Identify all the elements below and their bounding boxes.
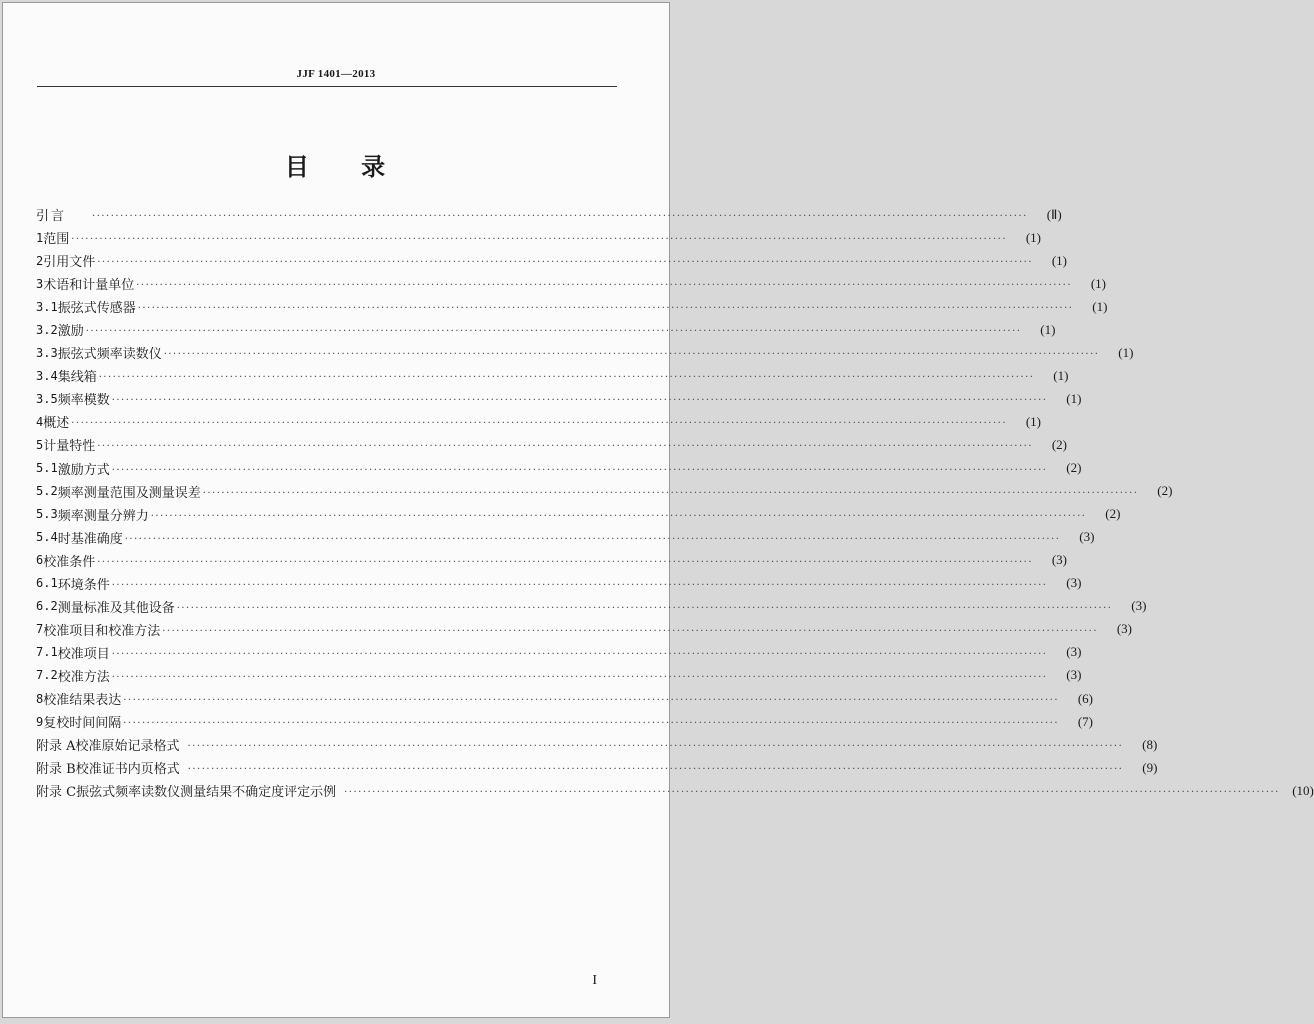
toc-entry: [36, 756, 1158, 779]
toc-entry-number: 5.4: [36, 530, 58, 545]
toc-dot-leader: ········································································································································································································: [111, 579, 1048, 591]
toc-entry: [36, 687, 1093, 710]
toc-entry-page: (1): [1066, 390, 1082, 406]
toc-entry-label: 校准条件: [43, 554, 96, 570]
toc-entry-label: 振弦式传感器: [57, 301, 136, 317]
toc-entry: [36, 503, 1121, 526]
toc-entry: [36, 733, 1158, 756]
toc-entry: [36, 618, 1132, 641]
toc-dot-leader: ········································································································································································································: [150, 510, 1087, 522]
toc-entry-label: 测量标准及其他设备: [57, 600, 175, 616]
toc-entry-label: 引用文件: [43, 255, 96, 271]
toc-entry-number: 3.2: [36, 322, 58, 337]
toc-entry-label: 时基准确度: [57, 531, 123, 547]
toc-dot-leader: ········································································································································································································: [111, 671, 1048, 683]
toc-entry-number: 4: [36, 414, 44, 429]
toc-entry: [36, 549, 1067, 572]
toc-entry-number: 附录 C: [36, 785, 77, 801]
toc-entry: [36, 295, 1108, 318]
toc-entry-page: (1): [1053, 367, 1069, 383]
table-of-contents: [36, 203, 1314, 802]
toc-entry-label: 振弦式频率读数仪测量结果不确定度评定示例: [76, 785, 337, 801]
toc-entry-page: (3): [1051, 552, 1067, 568]
toc-entry-label: 激励: [57, 324, 84, 340]
toc-dot-leader: ········································································································································································································: [123, 718, 1059, 730]
toc-entry-label: 复校时间间隔: [43, 716, 122, 732]
toc-entry-page: (3): [1066, 575, 1082, 591]
toc-entry-label: 范围: [43, 232, 70, 248]
toc-entry-label: 校准结果表达: [43, 693, 122, 708]
toc-dot-leader: ········································································································································································································: [137, 303, 1074, 315]
toc-entry: [36, 572, 1082, 595]
toc-entry-label: 概述: [43, 416, 70, 432]
toc-dot-leader: ········································································································································································································: [71, 234, 1007, 246]
toc-entry-page: (2): [1066, 460, 1082, 476]
toc-entry: [36, 457, 1082, 480]
toc-entry-label: 频率模数: [57, 393, 110, 409]
toc-entry-label: 频率测量范围及测量误差: [57, 485, 201, 501]
toc-entry-page: (10): [1292, 782, 1314, 798]
toc-dot-leader: ········································································································································································································: [111, 464, 1048, 476]
standard-code-header: JJF 1401—2013: [296, 68, 376, 80]
toc-entry: [36, 272, 1106, 295]
toc-entry-number: 7: [36, 622, 44, 637]
toc-entry-number: 附录 A: [36, 739, 76, 755]
toc-entry-number: 附录 B: [36, 762, 76, 778]
toc-entry-label: 校准方法: [57, 669, 110, 685]
toc-entry-page: (6): [1077, 690, 1093, 706]
toc-entry-page: (2): [1051, 436, 1067, 452]
toc-entry: [36, 387, 1082, 410]
toc-dot-leader: ········································································································································································································: [85, 326, 1022, 338]
toc-entry-page: (7): [1077, 713, 1093, 729]
toc-entry-number: 6.1: [36, 576, 58, 591]
toc-entry: [36, 779, 1314, 802]
toc-entry-page: (3): [1066, 667, 1082, 683]
toc-entry: [36, 203, 1062, 226]
toc-entry-page: (Ⅱ): [1046, 206, 1062, 222]
toc-entry-label: 校准原始记录格式: [75, 739, 180, 755]
toc-entry-number: 2: [36, 253, 44, 268]
toc-dot-leader: ········································································································································································································: [176, 602, 1113, 614]
toc-entry-page: (1): [1025, 413, 1041, 429]
toc-entry-page: (1): [1092, 298, 1108, 314]
toc-entry-label: 计量特性: [43, 439, 96, 455]
toc-entry-page: (2): [1157, 483, 1173, 499]
page-folio: I: [592, 973, 597, 988]
toc-entry-label: 校准项目: [57, 646, 110, 662]
toc-entry-number: 3.3: [36, 345, 58, 360]
toc-dot-leader: ········································································································································································································: [344, 787, 1280, 799]
toc-entry: [36, 664, 1082, 687]
toc-entry-label: 环境条件: [57, 577, 110, 593]
toc-entry-label: 频率测量分辨力: [57, 508, 149, 524]
toc-entry-page: (1): [1040, 321, 1056, 337]
toc-dot-leader: ········································································································································································································: [202, 487, 1139, 499]
toc-entry-page: (8): [1142, 736, 1158, 752]
toc-dot-leader: ········································································································································································································: [97, 441, 1033, 453]
toc-entry: [36, 249, 1067, 272]
toc-entry-page: (9): [1142, 759, 1158, 775]
toc-entry-number: 3.4: [36, 368, 58, 383]
toc-dot-leader: ········································································································································································································: [124, 533, 1061, 545]
toc-entry: [36, 710, 1093, 733]
toc-entry-number: 6: [36, 553, 44, 568]
toc-entry-number: 3.1: [36, 299, 58, 314]
toc-dot-leader: ········································································································································································································: [71, 418, 1007, 430]
toc-entry-number: 6.2: [36, 599, 58, 614]
toc-entry-page: (3): [1116, 621, 1132, 637]
toc-dot-leader: ········································································································································································································: [163, 349, 1100, 361]
header-rule: [37, 86, 617, 87]
toc-dot-leader: ········································································································································································································: [111, 395, 1048, 407]
toc-entry-number: 3.5: [36, 391, 58, 406]
toc-entry-label: 校准项目和校准方法: [43, 623, 161, 639]
toc-entry: [36, 641, 1082, 664]
toc-dot-leader: ········································································································································································································: [187, 741, 1124, 753]
toc-entry-number: 1: [36, 230, 44, 245]
toc-entry-number: 3: [36, 276, 44, 291]
toc-entry-number: 5.2: [36, 484, 58, 499]
toc-entry-page: (1): [1090, 275, 1106, 291]
toc-entry-label: 术语和计量单位: [43, 278, 135, 294]
toc-dot-leader: ········································································································································································································: [97, 257, 1033, 269]
toc-entry-label: 引言: [36, 209, 67, 225]
toc-entry-number: 7.2: [36, 668, 58, 683]
document-page: [2, 2, 1314, 1018]
toc-entry-page: (1): [1025, 229, 1041, 245]
toc-dot-leader: ········································································································································································································: [97, 556, 1033, 568]
toc-entry-page: (3): [1079, 529, 1095, 545]
toc-dot-leader: ········································································································································································································: [123, 695, 1059, 706]
toc-entry-number: 5.3: [36, 507, 58, 522]
toc-dot-leader: ········································································································································································································: [111, 648, 1048, 660]
toc-entry-page: (1): [1118, 344, 1134, 360]
toc-entry-label: 激励方式: [57, 462, 110, 478]
toc-dot-leader: ········································································································································································································: [187, 764, 1124, 776]
toc-entry-number: 7.1: [36, 645, 58, 660]
toc-dot-leader: ········································································································································································································: [92, 211, 1028, 223]
toc-entry-page: (3): [1066, 644, 1082, 660]
toc-entry: [36, 226, 1041, 249]
toc-entry-page: (2): [1105, 506, 1121, 522]
toc-entry: [36, 364, 1069, 387]
toc-entry: [36, 526, 1095, 549]
toc-entry-number: 5: [36, 437, 44, 452]
toc-dot-leader: ········································································································································································································: [162, 625, 1098, 637]
toc-entry: [36, 410, 1041, 433]
toc-entry: [36, 480, 1173, 503]
toc-entry: [36, 341, 1134, 364]
toc-entry-label: 集线箱: [57, 370, 97, 386]
toc-dot-leader: ········································································································································································································: [98, 372, 1035, 384]
toc-entry: [36, 433, 1067, 456]
toc-entry-label: 振弦式频率读数仪: [57, 347, 162, 363]
toc-entry-label: 校准证书内页格式: [75, 762, 180, 778]
toc-entry-page: (1): [1051, 252, 1067, 268]
toc-entry-number: 9: [36, 714, 44, 729]
page-title: 目 录: [284, 153, 388, 181]
toc-dot-leader: ········································································································································································································: [136, 280, 1072, 292]
toc-entry-number: 5.1: [36, 461, 58, 476]
toc-entry-page: (3): [1131, 598, 1147, 614]
toc-entry: [36, 318, 1056, 341]
toc-entry-number: 8: [36, 691, 44, 706]
toc-entry: [36, 595, 1147, 618]
